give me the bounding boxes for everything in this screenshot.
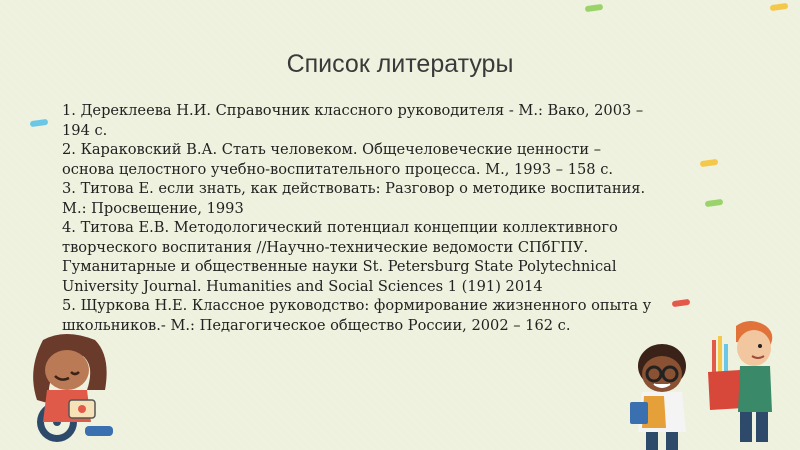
confetti-dash xyxy=(705,199,724,207)
reference-line: 4. Титова Е.В. Методологический потенциал концепции коллективного xyxy=(62,219,618,236)
boy-with-backpack-illustration xyxy=(700,320,790,450)
reference-line: 194 с. xyxy=(62,121,108,139)
reference-line: 3. Титова Е. если знать, как действовать: Разговор о методике воспитания. xyxy=(62,180,646,197)
confetti-dash xyxy=(672,299,691,307)
confetti-dash xyxy=(700,159,719,167)
boy-with-glasses-illustration xyxy=(620,340,700,450)
reference-line: University Journal. Humanities and Social Sciences 1 (191) 2014 xyxy=(62,277,543,295)
girl-in-wheelchair-illustration xyxy=(25,330,125,450)
confetti-dash xyxy=(585,4,604,12)
reference-line: Гуманитарные и общественные науки St. Petersburg State Polytechnical xyxy=(62,258,617,275)
reference-line: М.: Просвещение, 1993 xyxy=(62,199,244,217)
slide-title: Список литературы xyxy=(286,50,514,78)
reference-line: основа целостного учебно-воспитательного процесса. М., 1993 – 158 с. xyxy=(62,160,614,178)
reference-line: 5. Щуркова Н.Е. Классное руководство: формирование жизненного опыта у xyxy=(62,297,652,314)
confetti-dash xyxy=(30,119,49,127)
reference-line: школьников.- М.: Педагогическое общество России, 2002 – 162 с. xyxy=(62,316,571,334)
reference-line: 2. Караковский В.А. Стать человеком. Общечеловеческие ценности – xyxy=(62,141,602,158)
reference-line: 1. Дереклеева Н.И. Справочник классного руководителя - М.: Вако, 2003 – xyxy=(62,102,644,119)
confetti-dash xyxy=(770,3,789,11)
reference-list xyxy=(62,101,652,335)
reference-line: творческого воспитания //Научно-технические ведомости СПбГПУ. xyxy=(62,238,589,256)
